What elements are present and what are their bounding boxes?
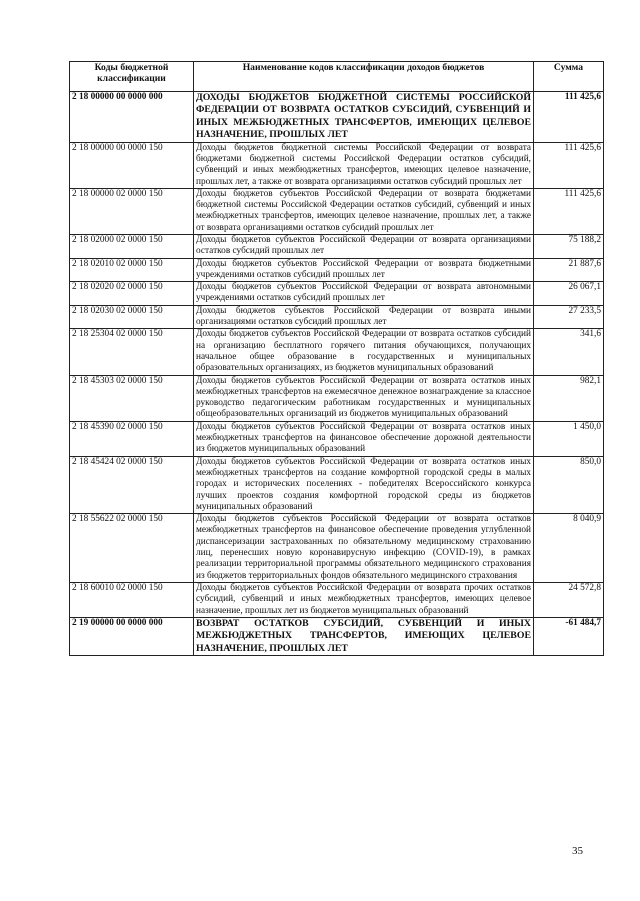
- header-name: Наименование кодов классификации доходов бюджетов: [194, 62, 534, 92]
- row-code: 2 18 45424 02 0000 150: [70, 456, 194, 513]
- table-row: [70, 235, 604, 259]
- row-code: 2 18 00000 02 0000 150: [70, 188, 194, 234]
- row-name: Доходы бюджетов субъектов Российской Федерации от возврата организациями остатков субсидий прошлых лет: [194, 235, 534, 259]
- row-sum: 24 572,8: [534, 582, 604, 617]
- row-sum: 27 233,5: [534, 305, 604, 329]
- row-sum: -61 484,7: [534, 617, 604, 655]
- table-row: [70, 375, 604, 421]
- row-sum: 8 040,9: [534, 514, 604, 583]
- header-sum: Сумма: [534, 62, 604, 92]
- header-code: Коды бюджетной классификации: [70, 62, 194, 92]
- row-code: 2 18 25304 02 0000 150: [70, 329, 194, 375]
- row-code: 2 18 55622 02 0000 150: [70, 514, 194, 583]
- row-name: Доходы бюджетов бюджетной системы Российской Федерации от возврата бюджетами бюджетной системы Российской Федерации остатков субсидий, субвенций и иных межбюджетных трансфертов, имеющих целевое назначение, прошлых лет, а также от возврата организациями остатков субсидий прошлых лет: [194, 142, 534, 188]
- row-code: 2 18 02020 02 0000 150: [70, 282, 194, 306]
- row-code: 2 18 00000 00 0000 000: [70, 92, 194, 143]
- row-code: 2 18 02030 02 0000 150: [70, 305, 194, 329]
- table-row: [70, 142, 604, 188]
- row-name: ДОХОДЫ БЮДЖЕТОВ БЮДЖЕТНОЙ СИСТЕМЫ РОССИЙСКОЙ ФЕДЕРАЦИИ ОТ ВОЗВРАТА ОСТАТКОВ СУБСИДИЙ, СУБВЕНЦИЙ И ИНЫХ МЕЖБЮДЖЕТНЫХ ТРАНСФЕРТОВ, ИМЕЮЩИХ ЦЕЛЕВОЕ НАЗНАЧЕНИЕ, ПРОШЛЫХ ЛЕТ: [194, 92, 534, 143]
- row-sum: 21 887,6: [534, 258, 604, 282]
- table-row: [70, 421, 604, 456]
- row-sum: 850,0: [534, 456, 604, 513]
- table-row: [70, 456, 604, 513]
- table-row: [70, 92, 604, 143]
- table-header-row: [70, 62, 604, 92]
- table-row: [70, 329, 604, 375]
- row-sum: 75 188,2: [534, 235, 604, 259]
- table-row: [70, 305, 604, 329]
- row-sum: 26 067,1: [534, 282, 604, 306]
- row-name: Доходы бюджетов субъектов Российской Федерации от возврата остатков иных межбюджетных трансфертов на финансовое обеспечение дорожной деятельности из бюджетов муниципальных образований: [194, 421, 534, 456]
- table-row: [70, 188, 604, 234]
- row-sum: 341,6: [534, 329, 604, 375]
- table-row: [70, 258, 604, 282]
- row-sum: 1 450,0: [534, 421, 604, 456]
- table-row: [70, 282, 604, 306]
- row-code: 2 18 60010 02 0000 150: [70, 582, 194, 617]
- table-row: [70, 514, 604, 583]
- row-name: Доходы бюджетов субъектов Российской Федерации от возврата бюджетами бюджетной системы Российской Федерации остатков субсидий, субвенций и иных межбюджетных трансфертов, имеющих целевое назначение, прошлых лет, а также от возврата организациями остатков субсидий прошлых лет: [194, 188, 534, 234]
- row-name: Доходы бюджетов субъектов Российской Федерации от возврата остатков иных межбюджетных трансфертов на ежемесячное денежное вознаграждение за классное руководство педагогическим работникам государственных и муниципальных общеобразовательных организаций из бюджетов муниципальных образований: [194, 375, 534, 421]
- row-sum: 111 425,6: [534, 142, 604, 188]
- row-name: Доходы бюджетов субъектов Российской Федерации от возврата остатков межбюджетных трансфертов на финансовое обеспечение проведения углубленной диспансеризации застрахованных по обязательному медицинскому страхованию лиц, перенесших новую коронавирусную инфекцию (COVID-19), в рамках реализации территориальной программы обязательного медицинского страхования из бюджетов территориальных фондов обязательного медицинского страхования: [194, 514, 534, 583]
- row-name: Доходы бюджетов субъектов Российской Федерации от возврата остатков субсидий на организацию бесплатного горячего питания обучающихся, получающих начальное общее образование в государственных и муниципальных образовательных организациях, из бюджетов муниципальных образований: [194, 329, 534, 375]
- row-sum: 111 425,6: [534, 188, 604, 234]
- row-sum: 982,1: [534, 375, 604, 421]
- row-name: Доходы бюджетов субъектов Российской Федерации от возврата автономными учреждениями остатков субсидий прошлых лет: [194, 282, 534, 306]
- row-name: Доходы бюджетов субъектов Российской Федерации от возврата иными организациями остатков субсидий прошлых лет: [194, 305, 534, 329]
- page-number: 35: [572, 845, 583, 857]
- row-code: 2 18 02010 02 0000 150: [70, 258, 194, 282]
- row-name: Доходы бюджетов субъектов Российской Федерации от возврата прочих остатков субсидий, субвенций и иных межбюджетных трансфертов, имеющих целевое назначение, прошлых лет из бюджетов муниципальных образований: [194, 582, 534, 617]
- row-code: 2 18 45303 02 0000 150: [70, 375, 194, 421]
- table-row: [70, 617, 604, 655]
- row-code: 2 18 00000 00 0000 150: [70, 142, 194, 188]
- row-sum: 111 425,6: [534, 92, 604, 143]
- row-code: 2 18 02000 02 0000 150: [70, 235, 194, 259]
- row-code: 2 19 00000 00 0000 000: [70, 617, 194, 655]
- row-name: ВОЗВРАТ ОСТАТКОВ СУБСИДИЙ, СУБВЕНЦИЙ И ИНЫХ МЕЖБЮДЖЕТНЫХ ТРАНСФЕРТОВ, ИМЕЮЩИХ ЦЕЛЕВОЕ НАЗНАЧЕНИЕ, ПРОШЛЫХ ЛЕТ: [194, 617, 534, 655]
- budget-income-table: [69, 61, 604, 656]
- row-code: 2 18 45390 02 0000 150: [70, 421, 194, 456]
- row-name: Доходы бюджетов субъектов Российской Федерации от возврата остатков иных межбюджетных трансфертов на создание комфортной городской среды в малых городах и исторических поселениях - победителях Всероссийского конкурса лучших проектов создания комфортной городской среды из бюджетов муниципальных образований: [194, 456, 534, 513]
- row-name: Доходы бюджетов субъектов Российской Федерации от возврата бюджетными учреждениями остатков субсидий прошлых лет: [194, 258, 534, 282]
- table-row: [70, 582, 604, 617]
